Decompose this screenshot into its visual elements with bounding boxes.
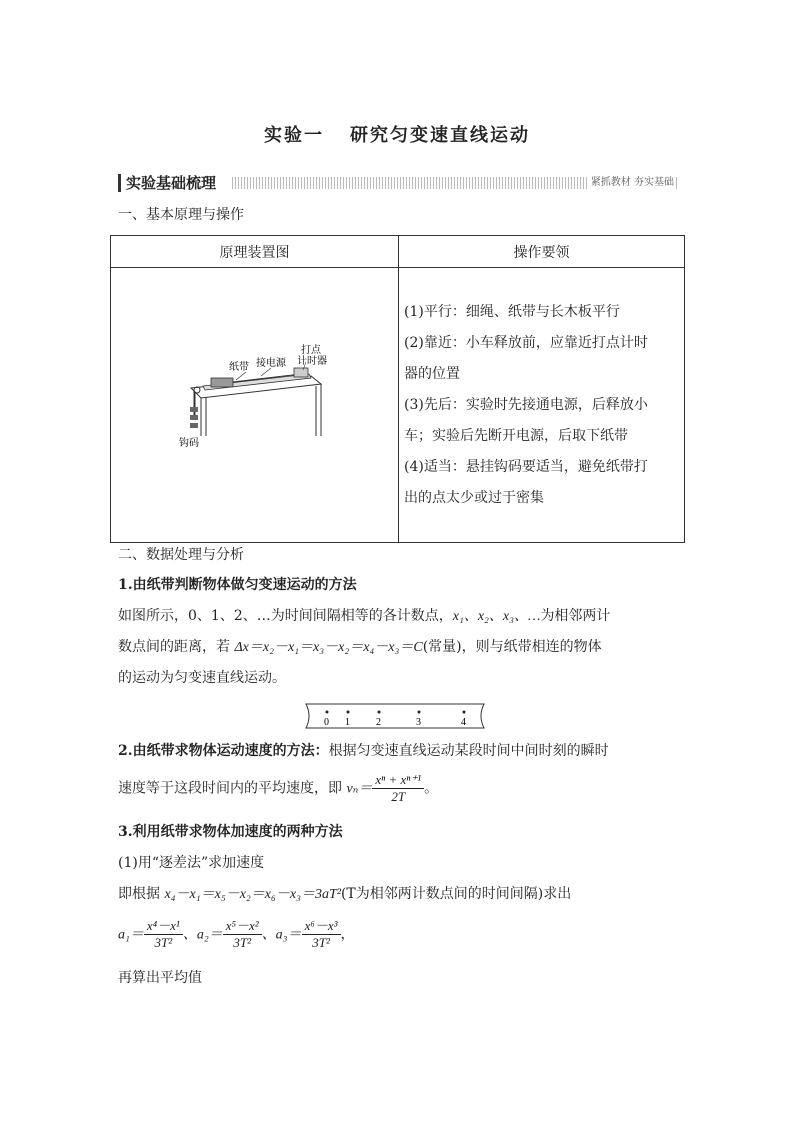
- tape-tick-0: 0: [324, 717, 329, 728]
- a1-fraction: [144, 918, 183, 951]
- section-banner: [118, 174, 678, 192]
- paper-tape-figure: [300, 702, 490, 730]
- label-timer-1: 打点: [301, 345, 321, 356]
- banner-tag: 紧抓教材 夯实基础: [587, 176, 674, 190]
- sub1-line1-a: 如图所示，0、1、2、…为时间间隔相等的各计数点，: [118, 608, 453, 624]
- a3-num: x⁶－x³: [302, 918, 341, 935]
- a2-den: 3T²: [233, 935, 252, 950]
- principle-table: [110, 235, 685, 543]
- sub2-den: 2T: [391, 789, 406, 804]
- tape-dot-0: [326, 711, 329, 714]
- sub1-line1-b: x₁、x₂、x₃、…: [452, 609, 541, 624]
- col2-header: 操作要领: [399, 236, 685, 268]
- label-timer-2: 计时器: [297, 356, 327, 367]
- title-part2: 研究匀变速直线运动: [350, 125, 530, 146]
- label-weight: 钩码: [179, 438, 199, 449]
- apparatus-figure: [111, 268, 398, 542]
- sub3-last: 再算出平均值: [118, 970, 202, 986]
- sub2-v: vₙ＝: [346, 781, 373, 797]
- sub1-title: 1.由纸带判断物体做匀变速运动的方法: [118, 577, 357, 593]
- a2-label: 、a₂＝: [182, 927, 223, 943]
- sub3-formulas: [118, 918, 355, 951]
- sub2-line1: [118, 736, 609, 767]
- sub2-text1: 根据匀变速直线运动某段时间中间时刻的瞬时: [328, 743, 609, 759]
- apparatus-cell: [111, 268, 399, 543]
- op-line-6: (4)适当：悬挂钩码要适当，避免纸带打: [404, 458, 648, 475]
- tape-tick-4: 4: [461, 717, 466, 728]
- a3-den: 3T²: [312, 935, 330, 950]
- tape-dot-4: [463, 711, 466, 714]
- sub2-num: xⁿ + xⁿ⁺¹: [372, 772, 424, 789]
- tape-tick-1: 1: [345, 717, 350, 728]
- a1-label: a₁＝: [118, 927, 144, 943]
- page-title: [0, 121, 794, 147]
- banner-name: 实验基础梳理: [126, 174, 220, 192]
- a2-fraction: [223, 918, 262, 951]
- a1-num: x⁴－x¹: [144, 918, 183, 935]
- sub3-title: 3.利用纸带求物体加速度的两种方法: [118, 824, 343, 840]
- op-line-3: 器的位置: [404, 365, 460, 382]
- op-line-4: (3)先后：实验时先接通电源，后释放小: [404, 396, 648, 413]
- sub2-fraction: [372, 772, 424, 805]
- label-power: 接电源: [256, 358, 286, 369]
- a1-den: 3T²: [154, 935, 173, 950]
- tape-dot-1: [347, 711, 350, 714]
- sub1-line1: [118, 601, 610, 632]
- sub3-method1: (1)用“逐差法”求加速度: [118, 855, 265, 871]
- tape-dot-3: [418, 711, 421, 714]
- op-line-5: 车；实验后先断开电源，后取下纸带: [404, 427, 628, 444]
- sub1-line2-c: (常量)，则与纸带相连的物体: [422, 639, 602, 655]
- section1-heading: 一、基本原理与操作: [118, 207, 244, 223]
- col1-header: 原理装置图: [111, 236, 399, 268]
- sub1-line2: [118, 632, 602, 663]
- tape-tick-3: 3: [416, 717, 421, 728]
- sub2-end: 。: [424, 780, 439, 797]
- a-sep: ，: [340, 926, 355, 943]
- ops-cell: [399, 268, 685, 543]
- sub3-line: [118, 879, 571, 910]
- section2-heading: 二、数据处理与分析: [118, 547, 244, 563]
- sub3-line-b: x₄－x₁＝x₅－x₂＝x₆－x₃＝3aT²: [164, 887, 341, 902]
- title-part1: 实验一: [264, 125, 324, 146]
- sub1-line2-b: Δx＝x₂－x₁＝x₃－x₂＝x₄－x₃＝C: [234, 640, 423, 655]
- sub1-line1-c: 为相邻两计: [540, 608, 611, 624]
- a3-label: 、a₃＝: [261, 927, 302, 943]
- sub2-line2: [118, 772, 438, 805]
- sub2-title: 2.由纸带求物体运动速度的方法：: [118, 743, 329, 759]
- tape-dot-2: [378, 711, 381, 714]
- op-line-1: (1)平行：细绳、纸带与长木板平行: [404, 303, 620, 320]
- sub2-text2: 速度等于这段时间内的平均速度，即: [118, 780, 347, 797]
- sub1-line2-a: 数点间的距离，若: [118, 639, 235, 655]
- sub3-line-a: 即根据: [118, 886, 165, 902]
- a2-num: x⁵－x²: [223, 918, 262, 935]
- a3-fraction: [302, 918, 341, 951]
- sub3-line-c: (T为相邻两计数点间的时间间隔)求出: [340, 886, 572, 902]
- op-line-7: 出的点太少或过于密集: [404, 489, 544, 506]
- tape-tick-2: 2: [376, 717, 381, 728]
- sub1-line3: 的运动为匀变速直线运动。: [118, 670, 286, 686]
- banner-bar: [118, 174, 121, 192]
- op-line-2: (2)靠近：小车释放前，应靠近打点计时: [404, 334, 648, 351]
- label-tape: 纸带: [229, 362, 249, 373]
